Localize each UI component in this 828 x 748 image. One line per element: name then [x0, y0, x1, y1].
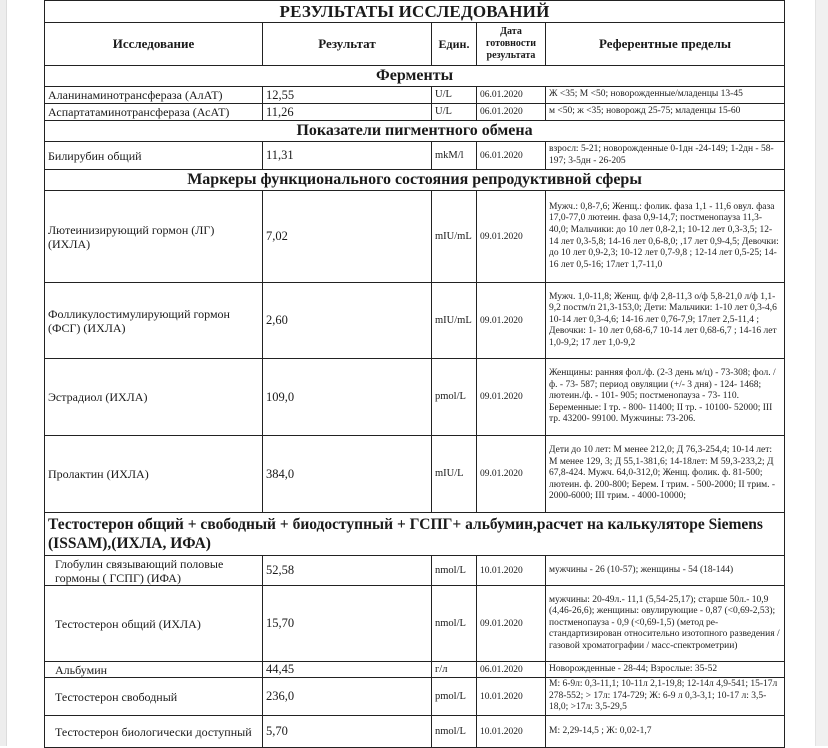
test-result: 15,70	[263, 586, 432, 662]
test-unit: mkM/l	[432, 142, 477, 170]
test-result: 384,0	[263, 436, 432, 513]
test-reference: Новорожденные - 28-44; Взрослые: 35-52	[546, 662, 785, 678]
test-unit: U/L	[432, 87, 477, 104]
report-title: РЕЗУЛЬТАТЫ ИССЛЕДОВАНИЙ	[45, 1, 785, 23]
test-reference: взросл: 5-21; новорожденные 0-1дн -24-149; 1-2дн - 58-197; 3-5дн - 26-205	[546, 142, 785, 170]
test-reference: Дети до 10 лет: М менее 212,0; Д 76,3-254,4; 10-14 лет: М менее 129, 3; Д 55,1-381,6; 14-18лет: М 59,3-233,2; Д 67,8-424. Мужч. 64,0-312,0; Женщ. фолик. ф. 81-500; лютеин. ф. 200-800; Берем. I трим. - 500-2000; II трим. - 2000-6000; III трим. - 4000-10000;	[546, 436, 785, 513]
test-result: 12,55	[263, 87, 432, 104]
test-name: Тестостерон общий (ИХЛА)	[45, 586, 263, 662]
test-name: Билирубин общий	[45, 142, 263, 170]
test-result: 44,45	[263, 662, 432, 678]
lab-results-report	[44, 0, 784, 748]
test-result: 236,0	[263, 678, 432, 716]
column-header-reference: Референтные пределы	[546, 23, 785, 66]
section-title: Тестостерон общий + свободный + биодоступный + ГСПГ+ альбумин,расчет на калькуляторе Siemens (ISSAM),(ИХЛА, ИФА)	[45, 513, 785, 556]
table-row	[45, 87, 785, 104]
page-left-margin	[0, 0, 7, 746]
test-name: Фолликулостимулирующий гормон (ФСГ) (ИХЛА)	[45, 283, 263, 359]
test-result: 109,0	[263, 359, 432, 436]
table-row	[45, 142, 785, 170]
section-header-pigment-metabolism	[45, 121, 785, 142]
table-row	[45, 283, 785, 359]
test-result: 7,02	[263, 191, 432, 283]
test-result: 5,70	[263, 716, 432, 748]
table-row	[45, 662, 785, 678]
table-row	[45, 191, 785, 283]
section-header-reproductive-markers	[45, 170, 785, 191]
report-title-row	[45, 1, 785, 23]
test-reference: М: 2,29-14,5 ; Ж: 0,02-1,7	[546, 716, 785, 748]
test-date: 10.01.2020	[477, 678, 546, 716]
test-reference: Мужч.: 0,8-7,6; Женщ.: фолик. фаза 1,1 - 11,6 овул. фаза 17,0-77,0 лютеин. фаза 0,9-14,7; постменопауза 11,3-40,0; Мальчики: до 10 лет 0,8-2,1; 10-12 лет 0,3-3,5; 12-14 лет 0,3-5,8; 14-16 лет 0,6-8,0; ,17 лет 0,9-4,5; Девочки: до 10 лет 0,9-2,3; 10-12 лет 0,7-9,8 ; 12-14 лет 0,5-25; 14-16 лет 0,5-16; 17лет 1,7-11,0	[546, 191, 785, 283]
test-reference: м <50; ж <35; новорожд 25-75; младенцы 15-60	[546, 104, 785, 121]
column-header-result: Результат	[263, 23, 432, 66]
table-row	[45, 104, 785, 121]
test-unit: nmol/L	[432, 716, 477, 748]
column-header-test: Исследование	[45, 23, 263, 66]
test-date: 09.01.2020	[477, 586, 546, 662]
test-date: 09.01.2020	[477, 436, 546, 513]
test-result: 2,60	[263, 283, 432, 359]
test-name: Пролактин (ИХЛА)	[45, 436, 263, 513]
test-date: 06.01.2020	[477, 87, 546, 104]
table-row	[45, 586, 785, 662]
test-reference: Женщины: ранняя фол./ф. (2-3 день м/ц) - 73-308; фол. /ф. - 73- 587; период овуляции (+/- 3 дня) - 124- 1468; лютеин./ф. - 101- 905; постменопауза - 73- 110. Беременные: I тр. - 800- 11400; II тр. - 10100- 52000; III тр. 43200- 99100. Мужчины: 73-206.	[546, 359, 785, 436]
test-date: 09.01.2020	[477, 359, 546, 436]
test-name: Глобулин связывающий половые гормоны ( ГСПГ) (ИФА)	[45, 556, 263, 586]
test-date: 10.01.2020	[477, 716, 546, 748]
column-header-date: Дата готовности результата	[477, 23, 546, 66]
test-reference: М: 6-9л: 0,3-11,1; 10-11л 2,1-19,8; 12-14л 4,9-541; 15-17л 278-552; > 17л: 174-729; Ж: 6-9 л 0,3-3,1; 10-17 л: 3,5-18,0; >17л: 3,5-29,5	[546, 678, 785, 716]
test-unit: U/L	[432, 104, 477, 121]
test-date: 06.01.2020	[477, 662, 546, 678]
test-name: Лютеинизирующий гормон (ЛГ) (ИХЛА)	[45, 191, 263, 283]
test-date: 09.01.2020	[477, 283, 546, 359]
test-name: Аспартатаминотрансфераза (АсАТ)	[45, 104, 263, 121]
test-reference: мужчины: 20-49л.- 11,1 (5,54-25,17); старше 50л.- 10,9 (4,46-26,6); женщины: овулирующие - 0,87 (<0,69-2,53); постменопауза - 0,9 (<0,69-1,5) (метод ре-стандартизирован относительно изотопного разведения / газовой хроматографии / масс-спектрометрии)	[546, 586, 785, 662]
test-reference: Мужч. 1,0-11,8; Женщ. ф/ф 2,8-11,3 о/ф 5,8-21,0 л/ф 1,1-9,2 постм/п 21,3-153,0; Дети: Мальчики: 1-10 лет 0,3-4,6 10-14 лет 0,3-4,6; 14-16 лет 0,76-7,9; 17лет 2,5-11,4 ; Девочки: 1- 10 лет 0,68-6,7 10-14 лет 0,68-6,7 ; 14-16 лет 1,0-9,2; 17 лет 1,0-9,2	[546, 283, 785, 359]
section-title: Маркеры функционального состояния репродуктивной сферы	[45, 170, 785, 191]
test-unit: г/л	[432, 662, 477, 678]
section-header-testosterone-panel	[45, 513, 785, 556]
test-reference: Ж <35; М <50; новорожденные/младенцы 13-45	[546, 87, 785, 104]
test-unit: mIU/L	[432, 436, 477, 513]
table-row	[45, 436, 785, 513]
column-header-row	[45, 23, 785, 66]
test-name: Тестостерон свободный	[45, 678, 263, 716]
test-unit: pmol/L	[432, 678, 477, 716]
test-name: Альбумин	[45, 662, 263, 678]
test-unit: nmol/L	[432, 586, 477, 662]
test-name: Тестостерон биологически доступный	[45, 716, 263, 748]
page-scrollbar-track[interactable]	[815, 0, 828, 746]
test-result: 11,31	[263, 142, 432, 170]
section-header-enzymes	[45, 66, 785, 87]
test-date: 09.01.2020	[477, 191, 546, 283]
table-row	[45, 716, 785, 748]
results-table	[44, 0, 785, 748]
table-row	[45, 359, 785, 436]
column-header-unit: Един.	[432, 23, 477, 66]
test-unit: mIU/mL	[432, 283, 477, 359]
test-unit: mIU/mL	[432, 191, 477, 283]
table-row	[45, 556, 785, 586]
test-result: 11,26	[263, 104, 432, 121]
test-name: Эстрадиол (ИХЛА)	[45, 359, 263, 436]
test-result: 52,58	[263, 556, 432, 586]
table-row	[45, 678, 785, 716]
test-reference: мужчины - 26 (10-57); женщины - 54 (18-144)	[546, 556, 785, 586]
test-date: 10.01.2020	[477, 556, 546, 586]
section-title: Ферменты	[45, 66, 785, 87]
section-title: Показатели пигментного обмена	[45, 121, 785, 142]
test-date: 06.01.2020	[477, 142, 546, 170]
test-name: Аланинаминотрансфераза (АлАТ)	[45, 87, 263, 104]
test-unit: nmol/L	[432, 556, 477, 586]
test-unit: pmol/L	[432, 359, 477, 436]
test-date: 06.01.2020	[477, 104, 546, 121]
